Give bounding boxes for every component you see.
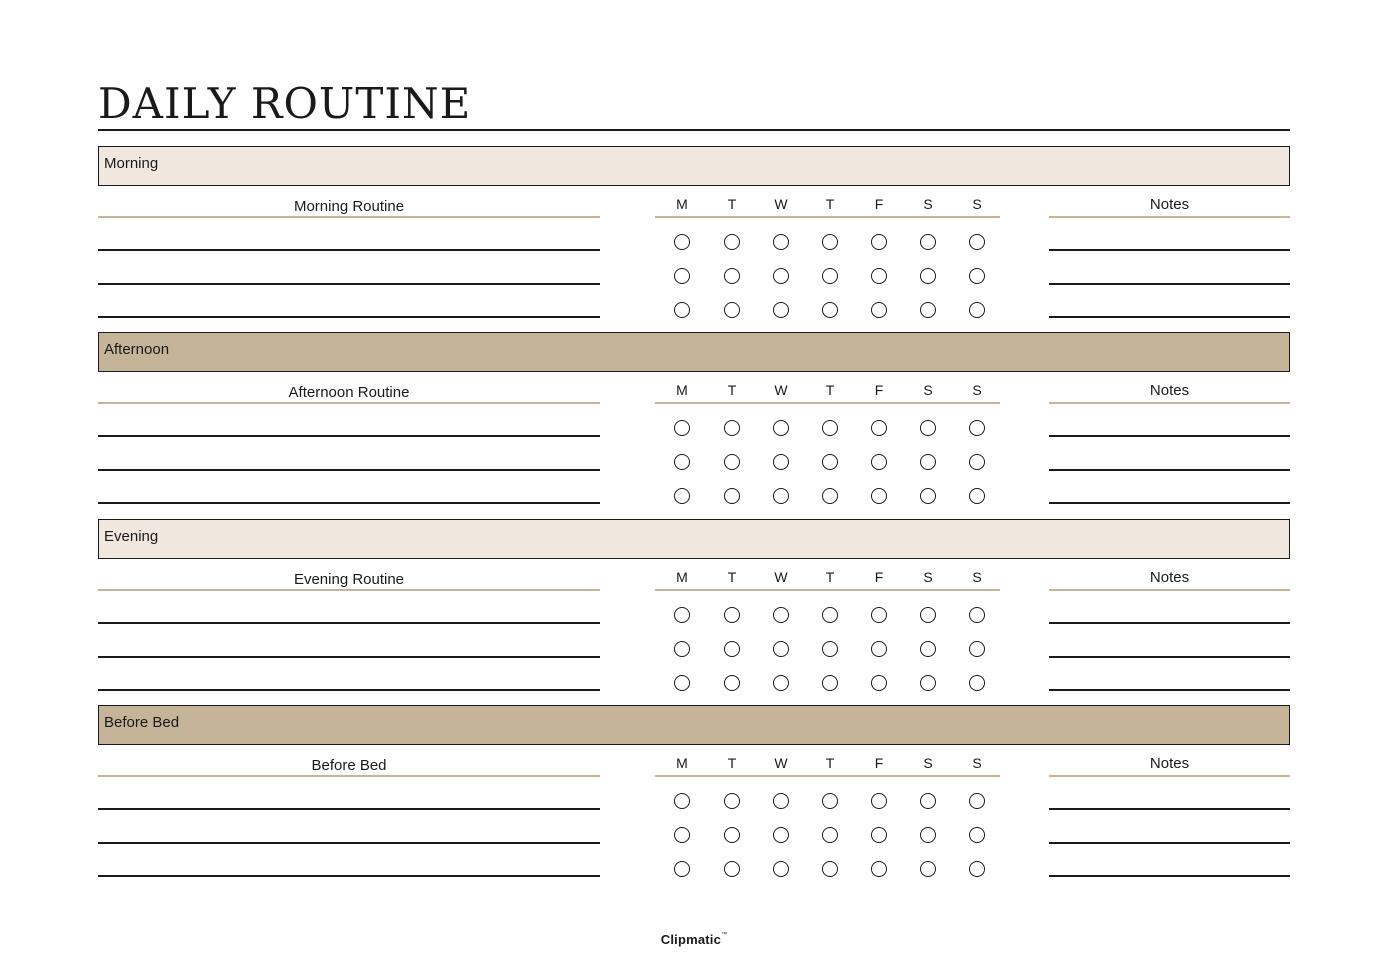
day-checkbox[interactable] xyxy=(674,488,690,504)
day-checkbox[interactable] xyxy=(920,268,936,284)
day-checkbox[interactable] xyxy=(674,454,690,470)
routine-header-underline xyxy=(98,216,600,218)
routine-entry-line[interactable] xyxy=(98,656,600,658)
day-header: S xyxy=(923,382,933,398)
day-checkbox[interactable] xyxy=(773,234,789,250)
day-header: T xyxy=(825,382,835,398)
notes-entry-line[interactable] xyxy=(1049,656,1290,658)
day-checkbox[interactable] xyxy=(674,302,690,318)
notes-column-header: Notes xyxy=(1149,382,1190,399)
day-checkbox[interactable] xyxy=(920,641,936,657)
routine-entry-line[interactable] xyxy=(98,842,600,844)
day-checkbox[interactable] xyxy=(674,641,690,657)
day-checkbox[interactable] xyxy=(724,827,740,843)
day-checkbox[interactable] xyxy=(724,861,740,877)
day-checkbox[interactable] xyxy=(822,641,838,657)
day-checkbox[interactable] xyxy=(724,675,740,691)
day-checkbox[interactable] xyxy=(920,793,936,809)
day-checkbox[interactable] xyxy=(920,675,936,691)
routine-column-header: Before Bed xyxy=(311,757,387,774)
day-header: F xyxy=(874,569,884,585)
day-checkbox[interactable] xyxy=(969,861,985,877)
day-header: M xyxy=(676,755,688,771)
day-checkbox[interactable] xyxy=(871,675,887,691)
day-checkbox[interactable] xyxy=(822,234,838,250)
brand-trademark: ™ xyxy=(721,932,728,938)
notes-header-underline xyxy=(1049,589,1290,591)
day-checkbox[interactable] xyxy=(724,302,740,318)
routine-column-header: Afternoon Routine xyxy=(288,384,410,401)
notes-entry-line[interactable] xyxy=(1049,283,1290,285)
notes-entry-line[interactable] xyxy=(1049,689,1290,691)
day-checkbox[interactable] xyxy=(773,641,789,657)
brand-logo xyxy=(0,932,1388,947)
section-band xyxy=(98,332,1290,372)
routine-entry-line[interactable] xyxy=(98,435,600,437)
notes-entry-line[interactable] xyxy=(1049,316,1290,318)
day-header: T xyxy=(727,382,737,398)
routine-header-underline xyxy=(98,402,600,404)
day-checkbox[interactable] xyxy=(773,488,789,504)
day-checkbox[interactable] xyxy=(871,454,887,470)
day-header: T xyxy=(825,569,835,585)
day-header: W xyxy=(774,755,788,771)
notes-entry-line[interactable] xyxy=(1049,469,1290,471)
day-checkbox[interactable] xyxy=(871,234,887,250)
routine-entry-line[interactable] xyxy=(98,808,600,810)
day-header: S xyxy=(972,755,982,771)
notes-entry-line[interactable] xyxy=(1049,249,1290,251)
routine-entry-line[interactable] xyxy=(98,283,600,285)
day-checkbox[interactable] xyxy=(822,420,838,436)
routine-entry-line[interactable] xyxy=(98,469,600,471)
day-checkbox[interactable] xyxy=(969,488,985,504)
days-header-underline xyxy=(655,402,1000,404)
section-title: Evening xyxy=(104,528,159,545)
day-checkbox[interactable] xyxy=(822,302,838,318)
day-header: S xyxy=(923,755,933,771)
day-header: F xyxy=(874,196,884,212)
routine-column-header: Morning Routine xyxy=(293,198,405,215)
day-checkbox[interactable] xyxy=(871,861,887,877)
day-header: M xyxy=(676,569,688,585)
day-checkbox[interactable] xyxy=(920,234,936,250)
day-header: S xyxy=(972,382,982,398)
day-header: S xyxy=(923,196,933,212)
day-header: W xyxy=(774,569,788,585)
day-checkbox[interactable] xyxy=(724,234,740,250)
day-checkbox[interactable] xyxy=(871,302,887,318)
day-checkbox[interactable] xyxy=(822,793,838,809)
day-checkbox[interactable] xyxy=(871,607,887,623)
day-checkbox[interactable] xyxy=(773,454,789,470)
day-checkbox[interactable] xyxy=(773,793,789,809)
section-title: Before Bed xyxy=(104,714,180,731)
day-checkbox[interactable] xyxy=(871,641,887,657)
day-checkbox[interactable] xyxy=(822,827,838,843)
section-title: Morning xyxy=(104,155,159,172)
day-header: T xyxy=(825,755,835,771)
days-header-underline xyxy=(655,775,1000,777)
day-checkbox[interactable] xyxy=(920,302,936,318)
day-checkbox[interactable] xyxy=(773,268,789,284)
day-checkbox[interactable] xyxy=(920,454,936,470)
notes-header-underline xyxy=(1049,402,1290,404)
routine-entry-line[interactable] xyxy=(98,316,600,318)
day-checkbox[interactable] xyxy=(871,827,887,843)
routine-section xyxy=(0,705,1388,891)
page-title: DAILY ROUTINE xyxy=(98,79,472,128)
day-header: S xyxy=(972,569,982,585)
routine-entry-line[interactable] xyxy=(98,249,600,251)
day-checkbox[interactable] xyxy=(724,268,740,284)
day-header: T xyxy=(727,196,737,212)
day-checkbox[interactable] xyxy=(969,793,985,809)
day-checkbox[interactable] xyxy=(969,607,985,623)
days-header-underline xyxy=(655,589,1000,591)
day-checkbox[interactable] xyxy=(969,302,985,318)
notes-column-header: Notes xyxy=(1149,569,1190,586)
day-checkbox[interactable] xyxy=(674,861,690,877)
routine-section xyxy=(0,519,1388,705)
day-checkbox[interactable] xyxy=(773,420,789,436)
notes-column-header: Notes xyxy=(1149,196,1190,213)
day-checkbox[interactable] xyxy=(969,827,985,843)
day-header: S xyxy=(972,196,982,212)
day-checkbox[interactable] xyxy=(969,420,985,436)
notes-header-underline xyxy=(1049,216,1290,218)
notes-entry-line[interactable] xyxy=(1049,875,1290,877)
title-divider xyxy=(98,129,1290,131)
day-checkbox[interactable] xyxy=(969,454,985,470)
day-checkbox[interactable] xyxy=(773,607,789,623)
day-checkbox[interactable] xyxy=(822,607,838,623)
day-header: T xyxy=(727,755,737,771)
day-header: T xyxy=(727,569,737,585)
day-checkbox[interactable] xyxy=(871,488,887,504)
day-header: T xyxy=(825,196,835,212)
day-header: F xyxy=(874,755,884,771)
day-checkbox[interactable] xyxy=(920,827,936,843)
day-checkbox[interactable] xyxy=(920,420,936,436)
day-checkbox[interactable] xyxy=(871,793,887,809)
day-checkbox[interactable] xyxy=(773,302,789,318)
routine-section xyxy=(0,146,1388,332)
routine-entry-line[interactable] xyxy=(98,502,600,504)
routine-header-underline xyxy=(98,775,600,777)
section-band xyxy=(98,705,1290,745)
day-checkbox[interactable] xyxy=(674,793,690,809)
day-checkbox[interactable] xyxy=(674,268,690,284)
day-checkbox[interactable] xyxy=(674,675,690,691)
day-checkbox[interactable] xyxy=(969,641,985,657)
day-checkbox[interactable] xyxy=(822,488,838,504)
routine-entry-line[interactable] xyxy=(98,622,600,624)
day-checkbox[interactable] xyxy=(724,793,740,809)
routine-entry-line[interactable] xyxy=(98,875,600,877)
routine-section xyxy=(0,332,1388,518)
day-checkbox[interactable] xyxy=(773,675,789,691)
day-checkbox[interactable] xyxy=(674,420,690,436)
day-checkbox[interactable] xyxy=(871,268,887,284)
routine-header-underline xyxy=(98,589,600,591)
notes-entry-line[interactable] xyxy=(1049,502,1290,504)
day-header: W xyxy=(774,382,788,398)
section-band xyxy=(98,519,1290,559)
day-header: S xyxy=(923,569,933,585)
day-checkbox[interactable] xyxy=(822,268,838,284)
notes-entry-line[interactable] xyxy=(1049,842,1290,844)
days-header-underline xyxy=(655,216,1000,218)
day-header: F xyxy=(874,382,884,398)
day-checkbox[interactable] xyxy=(773,827,789,843)
day-checkbox[interactable] xyxy=(674,827,690,843)
day-checkbox[interactable] xyxy=(822,861,838,877)
day-checkbox[interactable] xyxy=(724,641,740,657)
day-checkbox[interactable] xyxy=(822,675,838,691)
day-checkbox[interactable] xyxy=(969,234,985,250)
day-checkbox[interactable] xyxy=(674,234,690,250)
day-checkbox[interactable] xyxy=(920,607,936,623)
day-header: W xyxy=(774,196,788,212)
brand-name: Clipmatic xyxy=(660,932,722,947)
day-checkbox[interactable] xyxy=(871,420,887,436)
day-checkbox[interactable] xyxy=(969,675,985,691)
routine-entry-line[interactable] xyxy=(98,689,600,691)
notes-column-header: Notes xyxy=(1149,755,1190,772)
day-header: M xyxy=(676,382,688,398)
day-checkbox[interactable] xyxy=(724,607,740,623)
day-checkbox[interactable] xyxy=(674,607,690,623)
day-header: M xyxy=(676,196,688,212)
day-checkbox[interactable] xyxy=(724,488,740,504)
day-checkbox[interactable] xyxy=(724,454,740,470)
day-checkbox[interactable] xyxy=(822,454,838,470)
day-checkbox[interactable] xyxy=(920,488,936,504)
notes-header-underline xyxy=(1049,775,1290,777)
notes-entry-line[interactable] xyxy=(1049,622,1290,624)
day-checkbox[interactable] xyxy=(773,861,789,877)
notes-entry-line[interactable] xyxy=(1049,435,1290,437)
section-title: Afternoon xyxy=(104,341,170,358)
section-band xyxy=(98,146,1290,186)
day-checkbox[interactable] xyxy=(724,420,740,436)
day-checkbox[interactable] xyxy=(920,861,936,877)
notes-entry-line[interactable] xyxy=(1049,808,1290,810)
routine-column-header: Evening Routine xyxy=(293,571,405,588)
day-checkbox[interactable] xyxy=(969,268,985,284)
